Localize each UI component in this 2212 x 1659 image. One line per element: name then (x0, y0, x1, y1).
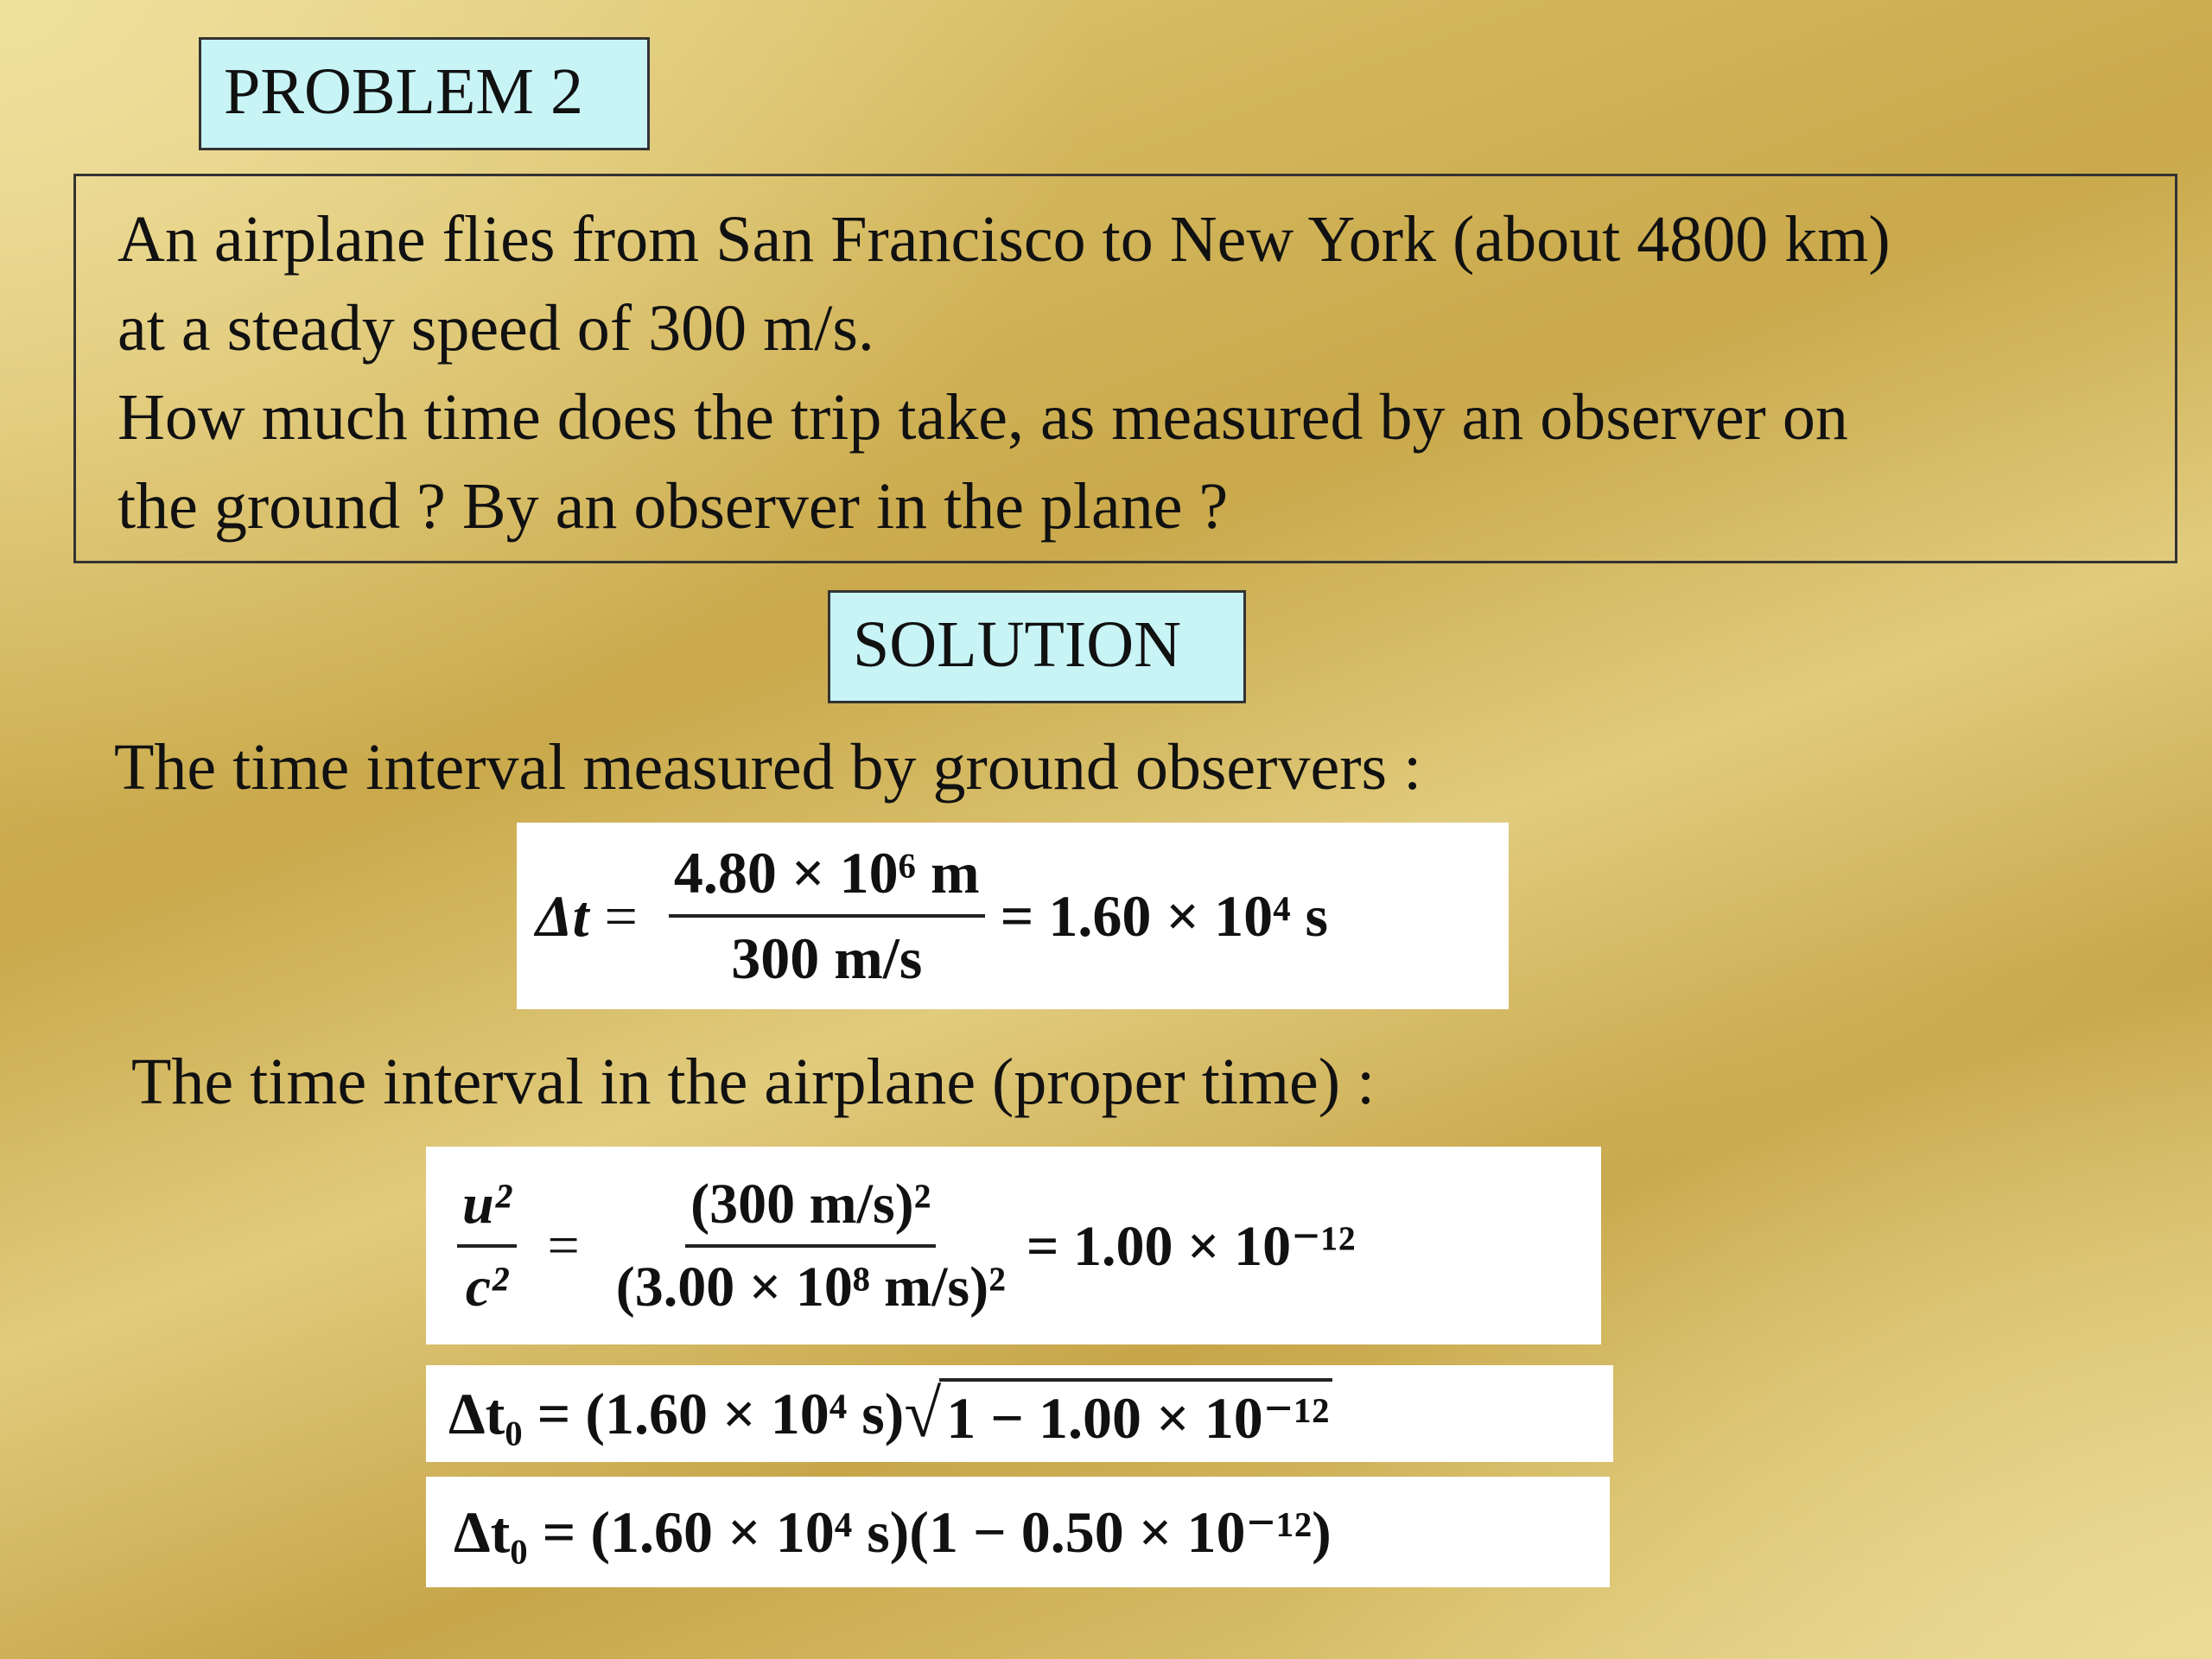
problem-label: PROBLEM 2 (199, 37, 650, 150)
equation-proper-time-approx (426, 1477, 1610, 1587)
square-root-icon: √ (904, 1376, 942, 1451)
eq3-radicand: 1 − 1.00 × 10⁻¹² (939, 1378, 1332, 1452)
plane-heading: The time interval in the airplane (proper time) : (131, 1046, 1376, 1118)
ground-heading: The time interval measured by ground observers : (114, 731, 1422, 804)
eq2-lhs-fraction (457, 1172, 517, 1320)
eq1-result: = 1.60 × 10⁴ s (1000, 882, 1329, 949)
equation-ground-time (517, 823, 1509, 1009)
eq2-lhs-denominator: c² (465, 1255, 508, 1319)
eq2-fraction (611, 1172, 1011, 1320)
eq2-equals: = (547, 1213, 580, 1277)
eq1-lhs: Δt (536, 882, 589, 949)
problem-line-4: the ground ? By an observer in the plane ? (118, 470, 1229, 543)
equation-velocity-ratio (426, 1147, 1601, 1344)
solution-label: SOLUTION (828, 590, 1246, 703)
eq2-result: = 1.00 × 10⁻¹² (1026, 1215, 1356, 1278)
eq2-lhs-numerator: u² (457, 1172, 517, 1248)
eq3-lhs: Δt₀ = (1.60 × 10⁴ s) (448, 1380, 905, 1446)
eq3-square-root (904, 1375, 1332, 1452)
eq2-denominator: (3.00 × 10⁸ m/s)² (615, 1255, 1006, 1319)
problem-statement (73, 174, 2177, 563)
equation-proper-time-sqrt (426, 1365, 1613, 1462)
eq1-fraction (669, 839, 985, 993)
eq2-numerator: (300 m/s)² (685, 1172, 936, 1248)
problem-line-3: How much time does the trip take, as measured by an observer on (118, 381, 1848, 454)
problem-line-2: at a steady speed of 300 m/s. (118, 292, 874, 365)
eq1-numerator: 4.80 × 10⁶ m (669, 839, 985, 918)
eq1-equals: = (604, 882, 638, 949)
eq4-text: Δt₀ = (1.60 × 10⁴ s)(1 − 0.50 × 10⁻¹²) (454, 1499, 1332, 1565)
problem-line-1: An airplane flies from San Francisco to New York (about 4800 km) (118, 203, 1891, 276)
eq1-denominator: 300 m/s (731, 925, 923, 991)
